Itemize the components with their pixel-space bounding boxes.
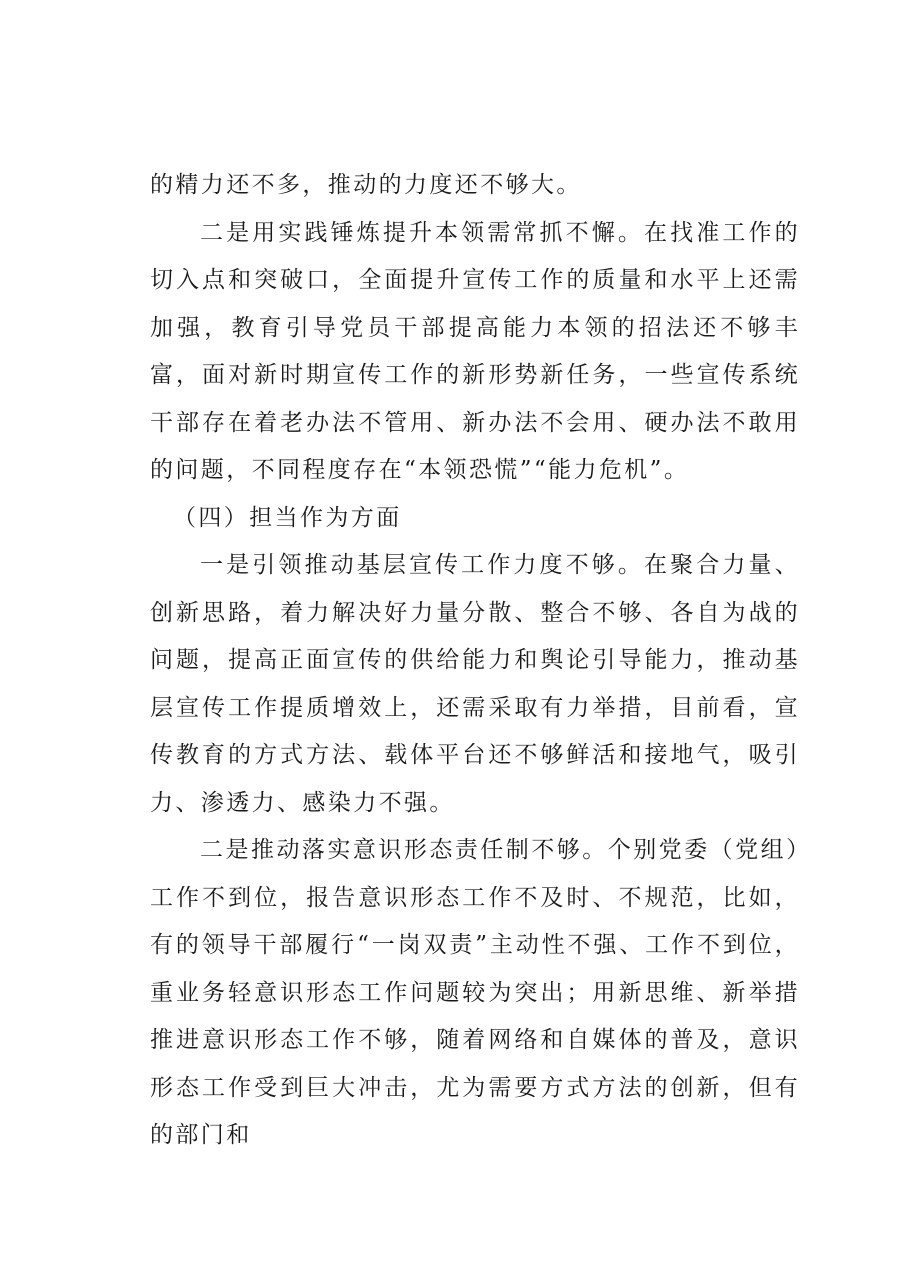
document-body	[150, 162, 800, 1160]
paragraph-ideology-responsibility: 二是推动落实意识形态责任制不够。个别党委（党组）工作不到位，报告意识形态工作不及时、不规范，比如，有的领导干部履行“一岗双责”主动性不强、工作不到位，重业务轻意识形态工作问题较为突出；用新思维、新举措推进意识形态工作不够，随着网络和自媒体的普及，意识形态工作受到巨大冲击，尤为需要方式方法的创新，但有的部门和	[150, 837, 800, 1148]
paragraph-grassroots-propaganda: 一是引领推动基层宣传工作力度不够。在聚合力量、创新思路，着力解决好力量分散、整合不够、各自为战的问题，提高正面宣传的供给能力和舆论引导能力，推动基层宣传工作提质增效上，还需采取有力举措，目前看，宣传教育的方式方法、载体平台还不够鲜活和接地气，吸引力、渗透力、感染力不强。	[150, 552, 800, 816]
paragraph-practice-skills: 二是用实践锤炼提升本领需常抓不懈。在找准工作的切入点和突破口，全面提升宣传工作的质量和水平上还需加强，教育引导党员干部提高能力本领的招法还不够丰富，面对新时期宣传工作的新形势新任务，一些宣传系统干部存在着老办法不管用、新办法不会用、硬办法不敢用的问题，不同程度存在“本领恐慌”“能力危机”。	[150, 219, 800, 483]
paragraph-continuation: 的精力还不多，推动的力度还不够大。	[150, 172, 582, 198]
section-heading-responsibility: （四）担当作为方面	[173, 504, 402, 531]
